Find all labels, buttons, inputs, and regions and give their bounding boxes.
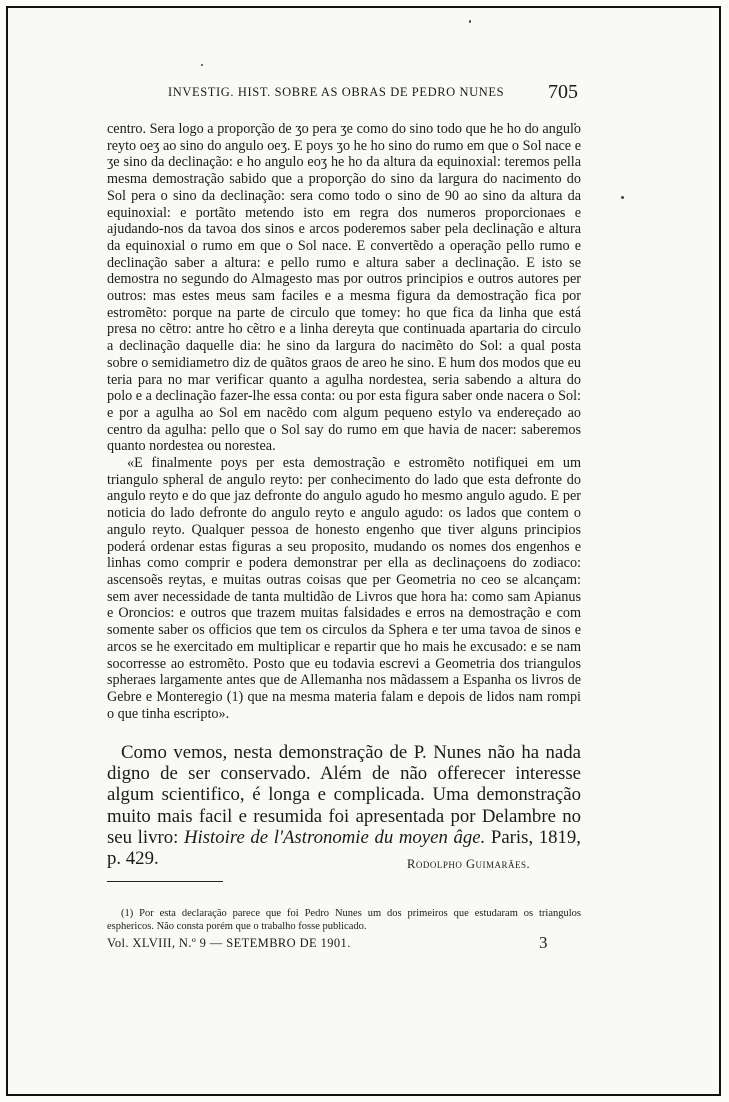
running-head: INVESTIG. HIST. SOBRE AS OBRAS DE PEDRO NUNES: [168, 85, 505, 99]
page-header: [168, 81, 588, 107]
author-signature: Rodolpho Guimarães.: [407, 857, 531, 871]
signature-mark: 3: [539, 933, 548, 952]
page-footer: [107, 933, 581, 952]
ink-speck: [201, 64, 203, 66]
footnote: (1) Por esta declaração parece que foi Pedro Nunes um dos primeiros que estudaram os triangulos esphericos. Não consta porém que o trabalho fosse publicado.: [107, 908, 581, 932]
ink-speck: [621, 196, 624, 199]
ink-speck: [469, 20, 471, 23]
footnote-divider: [107, 881, 223, 882]
conclusion-paragraph: [107, 742, 581, 869]
volume-info: Vol. XLVIII, N.º 9 — SETEMBRO DE 1901.: [107, 936, 351, 950]
quoted-paragraph: «E finalmente poys per esta demostração e estromẽto notifiquei em um triangulo spheral de angulo reyto: per conhecimento do lado que esta defronte do angulo reyto e do que jaz defronte do angulo agudo ho mesmo angulo agudo. E per noticia do lado defronte do angulo reyto e angulo agudo: os lados que contem o angulo reyto. Qualquer pessoa de honesto engenho que tiver alguns principios poderá ordenar estas figuras a seu proposito, mudando os nomes dos engenhos e linhas como comprir e podera demonstrar per ella as declinaçoens do zodiaco: ascensoẽs reytas, e muitas outras coisas que per Geometria no ceo se alcançam: sem aver necessidade de tanta multidão de Livros que hora ha: como sam Apianus e Oroncios: e outros que trazem muitas falsidades e erros na demostração e com somente saber os officios que tem os circulos da Sphera e ter uma tavoa de sinos e arcos se he exercitado em multiplicar e repartir que ho mais he excusado: e se nam socorresse ao estromẽto. Posto que eu todavia escrevi a Geometria dos triangulos spheraes largamente antes que de Allemanha nos mãdassem a Espanha os livros de Gebre e Monteregio (1) que na mesma materia falam e depois de lidos nam rompi o que tinha escripto».: [107, 455, 581, 722]
conclusion-text-after: Paris, 1819, p. 429.: [107, 826, 581, 870]
conclusion-text: [107, 742, 581, 869]
body-text: [107, 121, 581, 722]
book-title: Histoire de l'Astronomie du moyen âge.: [183, 826, 486, 848]
page-number: 705: [548, 81, 578, 103]
conclusion-text-before: Como vemos, nesta demonstração de P. Nunes não ha nada digno de ser conservado. Além de não offerecer interesse algum scientifico, é longa e complicada. Uma demonstração muito mais facil e resumida foi apresentada por Delambre no seu livro:: [107, 742, 581, 848]
body-paragraph: centro. Sera logo a proporção de ʒo pera ʒe como do sino todo que he ho do angulo reyto oeʒ ao sino do angulo oeʒ. E poys ʒo he ho sino do rumo em que o Sol nace e ʒe sino da declinação: e ho angulo eoʒ he ho da altura da equinoxial: teremos pella mesma demostração sabido que a proporção do sino da largura do nacimento do Sol pera o sino da declinação: sera como todo o sino de 90 ao sino da altura da equinoxial: e portãto metendo isto em regra dos numeros proporcionaes e ajudando-nos da tavoa dos sinos e arcos poderemos saber pela declinação e altura da equinoxial o rumo em que o Sol nace. E convertẽdo a operação pello rumo e declinação saber a altura: e pello rumo e altura saber a declinação. E isto se demostra no segundo do Almagesto mas por outros principios e outros autores per outros: mas estes meus sam faciles e a mesma figura da demostração fica por estromẽto: porque na parte de circulo que tomey: ho que fica da linha que está presa no cẽtro: antre ho cẽtro e a linha dereyta que continuada apartaria do circulo a declinação daquelle dia: he sino da largura do nacimẽto do Sol: a qual posta sobre o semidiametro diz de quãtos graos de areo he sino. E hum dos modos que eu teria para no mar verificar quanto a agulha nordestea, seria sabendo a altura do polo e a declinação fazer-lhe essa conta: ou por esta figura saber onde nacera o Sol: e por a agulha ao Sol em nacẽdo com algum pequeno estylo va endereçado ao centro da agulha: pello que o Sol say do rumo em que havia de nacer: saberemos quanto nordestea ou norestea.: [107, 121, 581, 455]
